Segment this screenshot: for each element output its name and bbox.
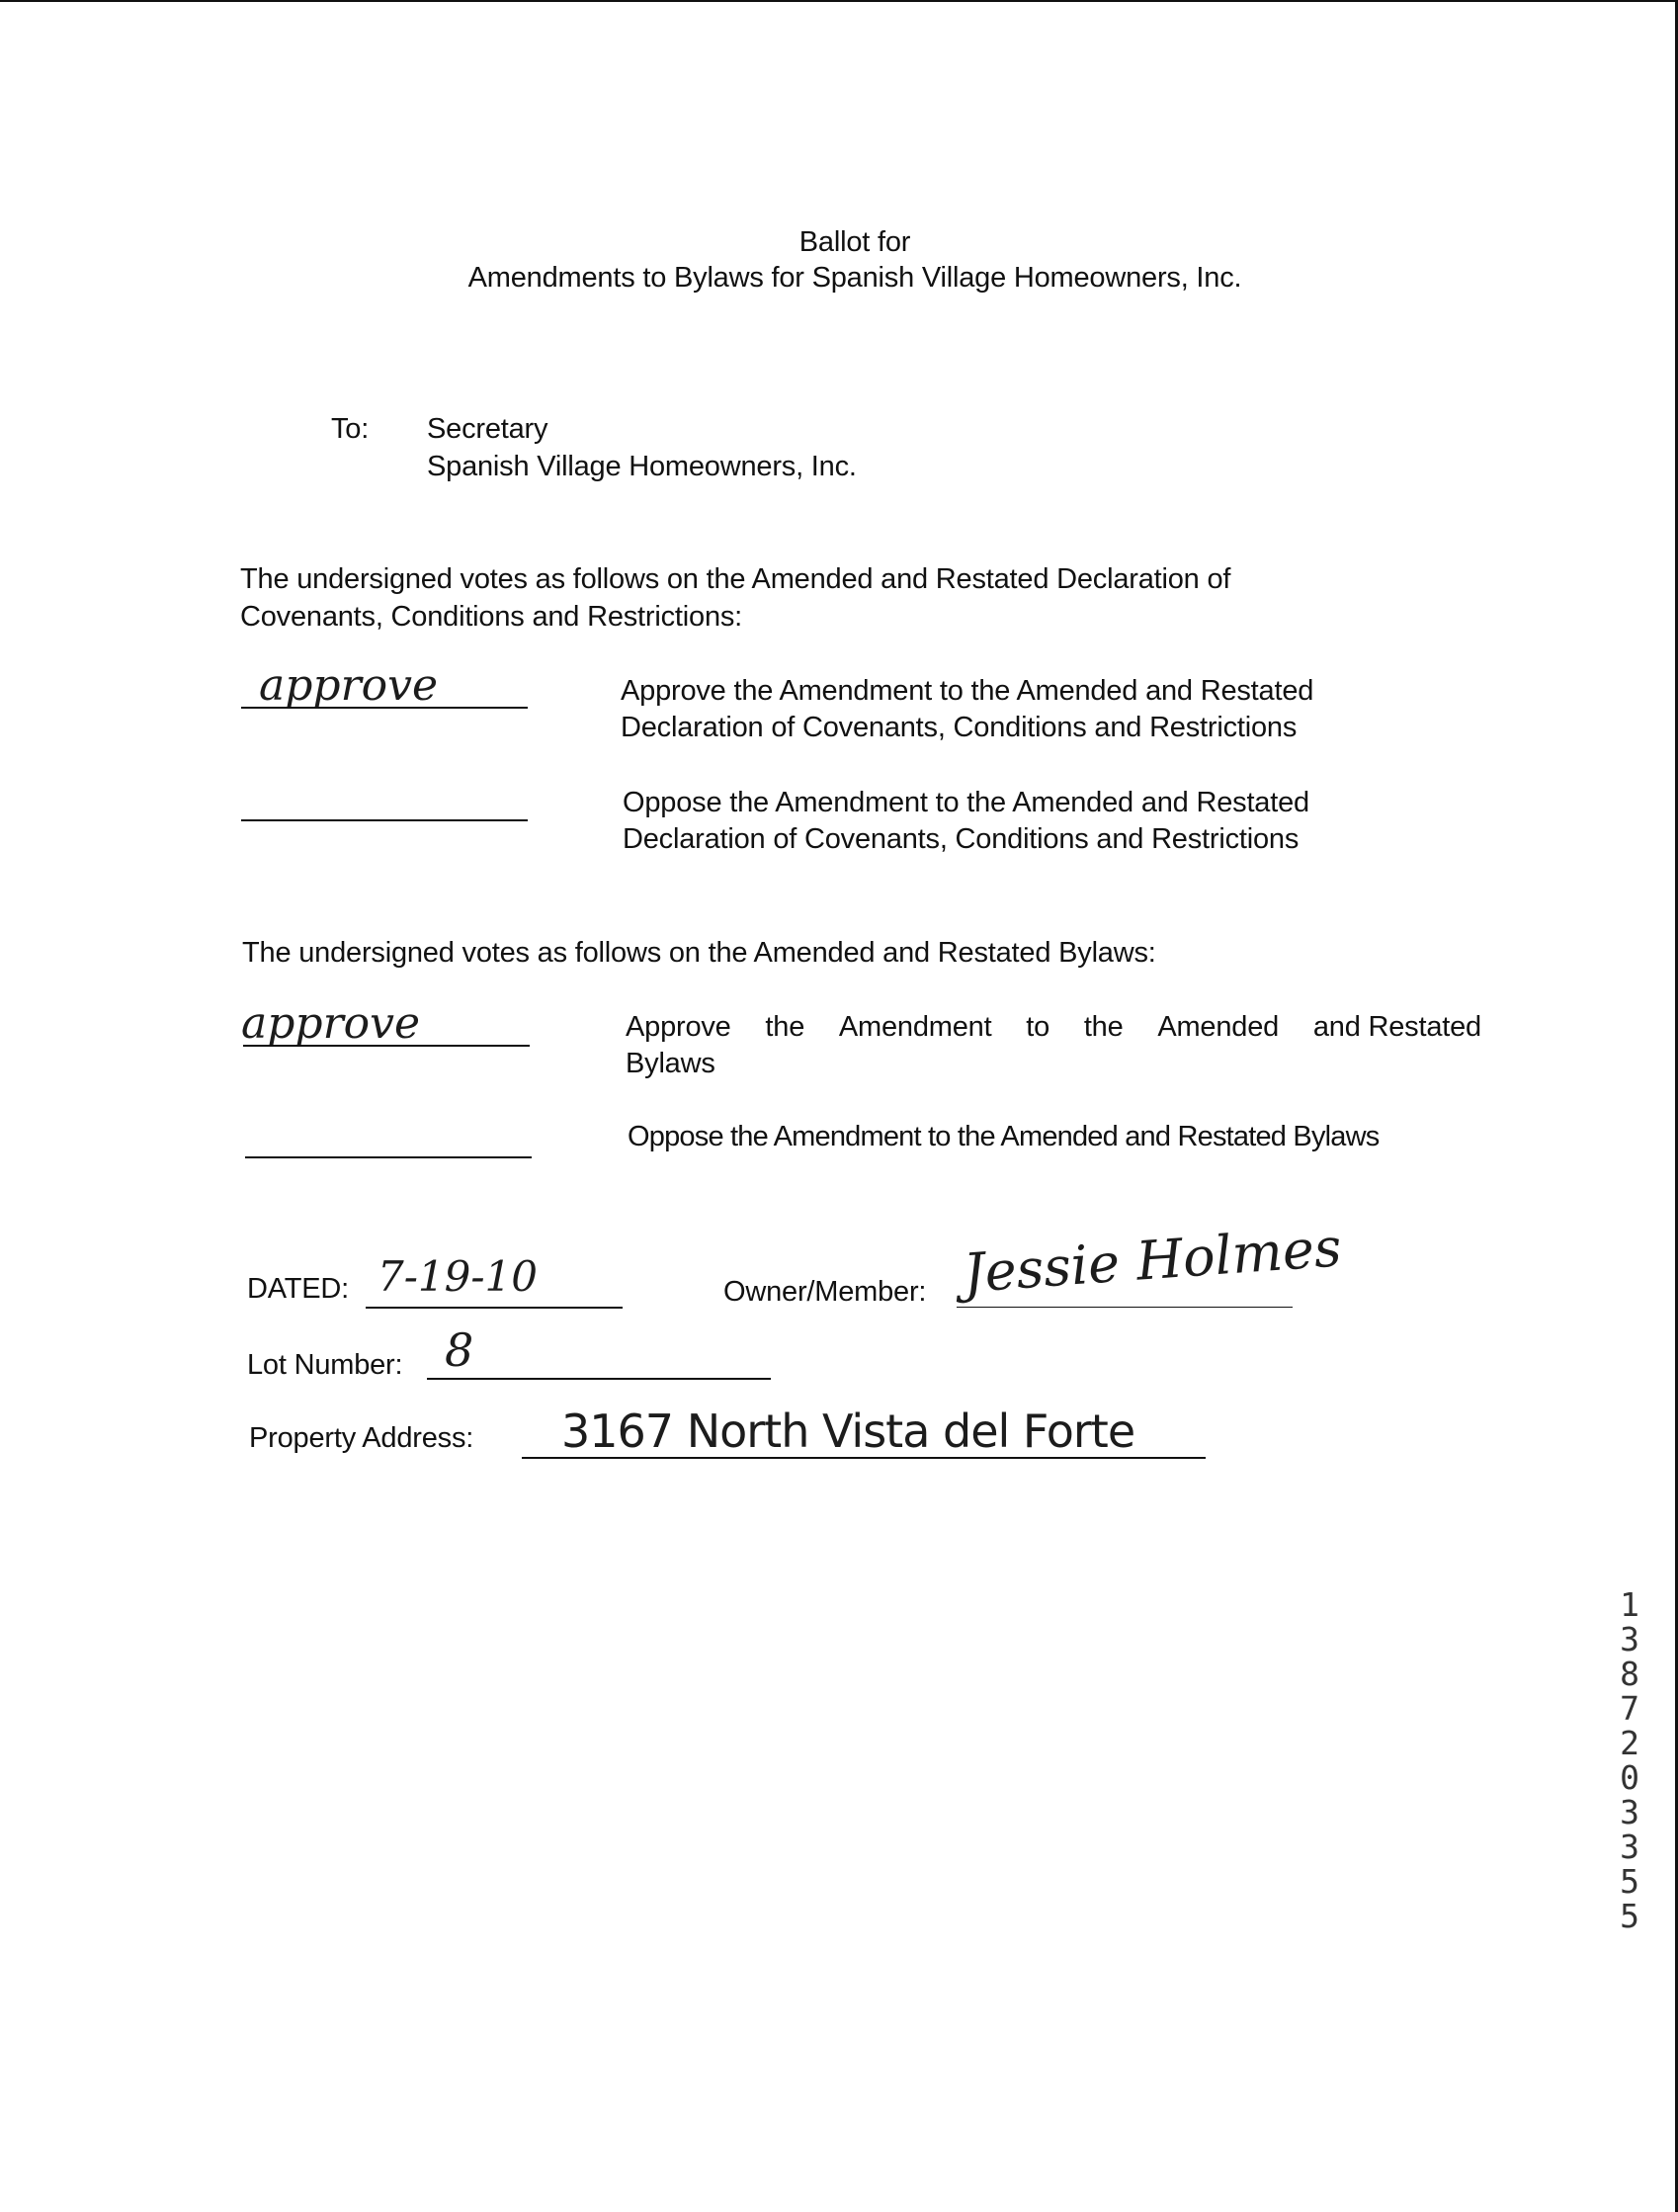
section1-approve-text-line-1: Approve the Amendment to the Amended and Restated xyxy=(621,675,1314,707)
approve-word: and Restated xyxy=(1312,1011,1481,1043)
property-address-blank xyxy=(522,1457,1206,1459)
to-label: To: xyxy=(331,413,370,445)
section2-approve-blank xyxy=(243,1045,530,1047)
section1-approve-text-line-2: Declaration of Covenants, Conditions and Restrictions xyxy=(621,712,1298,743)
section1-intro-line-2: Covenants, Conditions and Restrictions: xyxy=(240,601,743,633)
section1-approve-blank xyxy=(241,707,528,709)
approve-word: Approve xyxy=(626,1011,731,1043)
section1-approve-mark: approve xyxy=(259,660,438,711)
approve-word: the xyxy=(1083,1011,1124,1043)
section2-approve-text-line-1 xyxy=(626,1008,1481,1046)
to-recipient-line-2: Spanish Village Homeowners, Inc. xyxy=(427,451,857,482)
title-line-2: Amendments to Bylaws for Spanish Village Homeowners, Inc. xyxy=(467,262,1242,294)
section2-approve-mark: approve xyxy=(241,998,420,1049)
dated-blank xyxy=(366,1307,623,1309)
lot-number-blank xyxy=(427,1378,771,1380)
dated-value: 7-19-10 xyxy=(378,1252,538,1301)
section1-oppose-blank xyxy=(241,819,528,821)
section2-intro: The undersigned votes as follows on the Amended and Restated Bylaws: xyxy=(242,937,1156,969)
dated-label: DATED: xyxy=(247,1273,349,1305)
section2-approve-text-line-2: Bylaws xyxy=(626,1048,715,1079)
section1-oppose-text-line-2: Declaration of Covenants, Conditions and Restrictions xyxy=(623,823,1300,855)
section1-intro-line-1: The undersigned votes as follows on the Amended and Restated Declaration of xyxy=(240,563,1231,595)
section2-oppose-text: Oppose the Amendment to the Amended and Restated Bylaws xyxy=(628,1121,1380,1152)
approve-word: the xyxy=(765,1011,805,1043)
lot-number-label: Lot Number: xyxy=(247,1349,403,1381)
approve-word: Amended xyxy=(1157,1011,1280,1043)
owner-signature: Jessie Holmes xyxy=(961,1216,1344,1305)
owner-signature-blank xyxy=(957,1307,1293,1308)
approve-word: to xyxy=(1026,1011,1050,1043)
owner-member-label: Owner/Member: xyxy=(723,1276,927,1308)
section1-oppose-text-line-1: Oppose the Amendment to the Amended and Restated xyxy=(623,787,1309,818)
property-address-label: Property Address: xyxy=(249,1422,474,1454)
approve-word: Amendment xyxy=(838,1011,992,1043)
property-address-value: 3167 North Vista del Forte xyxy=(561,1404,1135,1458)
section2-oppose-blank xyxy=(245,1156,532,1158)
lot-number-value: 8 xyxy=(445,1323,474,1377)
document-id-stamp: 1387203355 xyxy=(1620,1585,1639,1935)
title-line-1: Ballot for xyxy=(798,226,911,258)
to-recipient-line-1: Secretary xyxy=(427,413,548,445)
page-edge-top xyxy=(0,0,1678,2)
